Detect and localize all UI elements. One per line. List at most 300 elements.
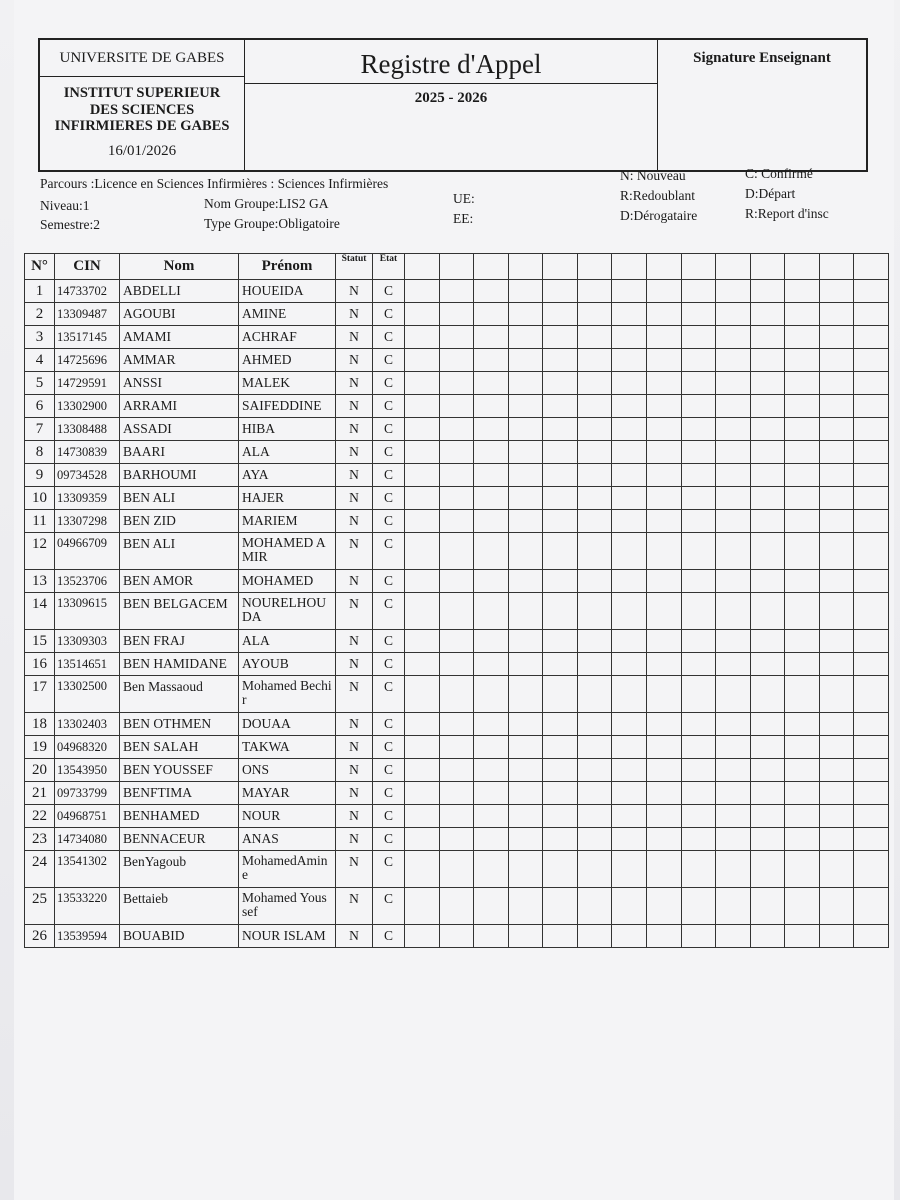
attendance-cell[interactable] xyxy=(508,372,543,395)
attendance-cell[interactable] xyxy=(819,676,854,713)
attendance-cell[interactable] xyxy=(439,828,474,851)
attendance-cell[interactable] xyxy=(508,593,543,630)
attendance-cell[interactable] xyxy=(854,630,889,653)
attendance-cell[interactable] xyxy=(474,570,509,593)
attendance-cell[interactable] xyxy=(439,888,474,925)
attendance-cell[interactable] xyxy=(681,888,716,925)
attendance-cell[interactable] xyxy=(439,372,474,395)
attendance-cell[interactable] xyxy=(439,593,474,630)
attendance-cell[interactable] xyxy=(577,464,612,487)
attendance-cell[interactable] xyxy=(819,372,854,395)
attendance-cell[interactable] xyxy=(750,782,785,805)
attendance-cell[interactable] xyxy=(508,418,543,441)
attendance-cell[interactable] xyxy=(646,713,681,736)
attendance-cell[interactable] xyxy=(750,280,785,303)
attendance-cell[interactable] xyxy=(681,349,716,372)
attendance-cell[interactable] xyxy=(785,805,820,828)
attendance-cell[interactable] xyxy=(577,593,612,630)
attendance-cell[interactable] xyxy=(750,630,785,653)
attendance-cell[interactable] xyxy=(612,464,647,487)
attendance-cell[interactable] xyxy=(474,464,509,487)
attendance-cell[interactable] xyxy=(750,326,785,349)
attendance-cell[interactable] xyxy=(854,418,889,441)
attendance-cell[interactable] xyxy=(543,828,578,851)
attendance-cell[interactable] xyxy=(646,372,681,395)
attendance-cell[interactable] xyxy=(819,533,854,570)
attendance-cell[interactable] xyxy=(819,759,854,782)
attendance-cell[interactable] xyxy=(508,653,543,676)
attendance-cell[interactable] xyxy=(405,303,440,326)
attendance-cell[interactable] xyxy=(508,303,543,326)
attendance-cell[interactable] xyxy=(750,888,785,925)
attendance-cell[interactable] xyxy=(543,303,578,326)
attendance-cell[interactable] xyxy=(405,713,440,736)
attendance-cell[interactable] xyxy=(508,487,543,510)
attendance-cell[interactable] xyxy=(439,395,474,418)
attendance-cell[interactable] xyxy=(612,372,647,395)
attendance-cell[interactable] xyxy=(474,372,509,395)
attendance-cell[interactable] xyxy=(474,533,509,570)
attendance-cell[interactable] xyxy=(716,736,751,759)
attendance-cell[interactable] xyxy=(543,676,578,713)
attendance-cell[interactable] xyxy=(543,888,578,925)
attendance-cell[interactable] xyxy=(405,630,440,653)
attendance-cell[interactable] xyxy=(612,487,647,510)
attendance-cell[interactable] xyxy=(646,395,681,418)
attendance-cell[interactable] xyxy=(474,736,509,759)
attendance-cell[interactable] xyxy=(819,570,854,593)
attendance-cell[interactable] xyxy=(439,487,474,510)
attendance-cell[interactable] xyxy=(646,653,681,676)
attendance-cell[interactable] xyxy=(405,510,440,533)
attendance-cell[interactable] xyxy=(474,395,509,418)
attendance-cell[interactable] xyxy=(750,676,785,713)
attendance-cell[interactable] xyxy=(646,533,681,570)
attendance-cell[interactable] xyxy=(612,280,647,303)
attendance-cell[interactable] xyxy=(681,395,716,418)
attendance-cell[interactable] xyxy=(439,713,474,736)
attendance-cell[interactable] xyxy=(681,280,716,303)
attendance-cell[interactable] xyxy=(474,653,509,676)
attendance-cell[interactable] xyxy=(785,759,820,782)
attendance-cell[interactable] xyxy=(681,782,716,805)
attendance-cell[interactable] xyxy=(819,736,854,759)
attendance-cell[interactable] xyxy=(474,759,509,782)
attendance-cell[interactable] xyxy=(854,828,889,851)
attendance-cell[interactable] xyxy=(439,925,474,948)
attendance-cell[interactable] xyxy=(508,782,543,805)
attendance-cell[interactable] xyxy=(577,303,612,326)
attendance-cell[interactable] xyxy=(750,533,785,570)
attendance-cell[interactable] xyxy=(439,653,474,676)
attendance-cell[interactable] xyxy=(543,593,578,630)
attendance-cell[interactable] xyxy=(474,782,509,805)
attendance-cell[interactable] xyxy=(716,533,751,570)
attendance-cell[interactable] xyxy=(405,418,440,441)
attendance-cell[interactable] xyxy=(716,805,751,828)
attendance-cell[interactable] xyxy=(508,464,543,487)
attendance-cell[interactable] xyxy=(854,713,889,736)
attendance-cell[interactable] xyxy=(474,326,509,349)
attendance-cell[interactable] xyxy=(543,464,578,487)
attendance-cell[interactable] xyxy=(474,510,509,533)
attendance-cell[interactable] xyxy=(474,441,509,464)
attendance-cell[interactable] xyxy=(681,676,716,713)
attendance-cell[interactable] xyxy=(646,510,681,533)
attendance-cell[interactable] xyxy=(716,759,751,782)
attendance-cell[interactable] xyxy=(474,303,509,326)
attendance-cell[interactable] xyxy=(681,372,716,395)
attendance-cell[interactable] xyxy=(646,441,681,464)
attendance-cell[interactable] xyxy=(646,925,681,948)
attendance-cell[interactable] xyxy=(612,851,647,888)
attendance-cell[interactable] xyxy=(612,759,647,782)
attendance-cell[interactable] xyxy=(819,349,854,372)
attendance-cell[interactable] xyxy=(716,925,751,948)
attendance-cell[interactable] xyxy=(543,630,578,653)
attendance-cell[interactable] xyxy=(750,418,785,441)
attendance-cell[interactable] xyxy=(439,280,474,303)
attendance-cell[interactable] xyxy=(681,303,716,326)
attendance-cell[interactable] xyxy=(577,372,612,395)
attendance-cell[interactable] xyxy=(854,805,889,828)
attendance-cell[interactable] xyxy=(439,326,474,349)
attendance-cell[interactable] xyxy=(577,676,612,713)
attendance-cell[interactable] xyxy=(577,630,612,653)
attendance-cell[interactable] xyxy=(681,851,716,888)
attendance-cell[interactable] xyxy=(439,736,474,759)
attendance-cell[interactable] xyxy=(681,593,716,630)
attendance-cell[interactable] xyxy=(474,888,509,925)
attendance-cell[interactable] xyxy=(750,441,785,464)
attendance-cell[interactable] xyxy=(508,759,543,782)
attendance-cell[interactable] xyxy=(785,372,820,395)
attendance-cell[interactable] xyxy=(543,372,578,395)
attendance-cell[interactable] xyxy=(577,441,612,464)
attendance-cell[interactable] xyxy=(716,570,751,593)
attendance-cell[interactable] xyxy=(819,303,854,326)
attendance-cell[interactable] xyxy=(681,510,716,533)
attendance-cell[interactable] xyxy=(854,736,889,759)
attendance-cell[interactable] xyxy=(474,851,509,888)
attendance-cell[interactable] xyxy=(577,349,612,372)
attendance-cell[interactable] xyxy=(577,851,612,888)
attendance-cell[interactable] xyxy=(405,805,440,828)
attendance-cell[interactable] xyxy=(543,805,578,828)
attendance-cell[interactable] xyxy=(681,805,716,828)
attendance-cell[interactable] xyxy=(750,395,785,418)
attendance-cell[interactable] xyxy=(577,782,612,805)
attendance-cell[interactable] xyxy=(508,441,543,464)
attendance-cell[interactable] xyxy=(854,395,889,418)
attendance-cell[interactable] xyxy=(508,805,543,828)
attendance-cell[interactable] xyxy=(716,593,751,630)
attendance-cell[interactable] xyxy=(854,533,889,570)
attendance-cell[interactable] xyxy=(405,653,440,676)
attendance-cell[interactable] xyxy=(543,782,578,805)
attendance-cell[interactable] xyxy=(750,593,785,630)
attendance-cell[interactable] xyxy=(819,925,854,948)
attendance-cell[interactable] xyxy=(439,464,474,487)
attendance-cell[interactable] xyxy=(543,570,578,593)
attendance-cell[interactable] xyxy=(405,441,440,464)
attendance-cell[interactable] xyxy=(612,395,647,418)
attendance-cell[interactable] xyxy=(646,759,681,782)
attendance-cell[interactable] xyxy=(474,630,509,653)
attendance-cell[interactable] xyxy=(819,828,854,851)
attendance-cell[interactable] xyxy=(439,570,474,593)
attendance-cell[interactable] xyxy=(577,418,612,441)
attendance-cell[interactable] xyxy=(646,349,681,372)
attendance-cell[interactable] xyxy=(612,805,647,828)
attendance-cell[interactable] xyxy=(612,888,647,925)
attendance-cell[interactable] xyxy=(474,349,509,372)
attendance-cell[interactable] xyxy=(785,851,820,888)
attendance-cell[interactable] xyxy=(405,925,440,948)
attendance-cell[interactable] xyxy=(716,653,751,676)
attendance-cell[interactable] xyxy=(612,418,647,441)
attendance-cell[interactable] xyxy=(646,570,681,593)
attendance-cell[interactable] xyxy=(750,851,785,888)
attendance-cell[interactable] xyxy=(854,372,889,395)
attendance-cell[interactable] xyxy=(508,630,543,653)
attendance-cell[interactable] xyxy=(750,713,785,736)
attendance-cell[interactable] xyxy=(577,888,612,925)
attendance-cell[interactable] xyxy=(577,805,612,828)
attendance-cell[interactable] xyxy=(750,510,785,533)
attendance-cell[interactable] xyxy=(508,510,543,533)
attendance-cell[interactable] xyxy=(543,395,578,418)
attendance-cell[interactable] xyxy=(508,736,543,759)
attendance-cell[interactable] xyxy=(716,676,751,713)
attendance-cell[interactable] xyxy=(508,676,543,713)
attendance-cell[interactable] xyxy=(681,630,716,653)
attendance-cell[interactable] xyxy=(439,676,474,713)
attendance-cell[interactable] xyxy=(854,441,889,464)
attendance-cell[interactable] xyxy=(750,759,785,782)
attendance-cell[interactable] xyxy=(785,533,820,570)
attendance-cell[interactable] xyxy=(681,828,716,851)
attendance-cell[interactable] xyxy=(750,805,785,828)
attendance-cell[interactable] xyxy=(785,349,820,372)
attendance-cell[interactable] xyxy=(508,828,543,851)
attendance-cell[interactable] xyxy=(543,487,578,510)
attendance-cell[interactable] xyxy=(681,487,716,510)
attendance-cell[interactable] xyxy=(716,349,751,372)
attendance-cell[interactable] xyxy=(543,653,578,676)
attendance-cell[interactable] xyxy=(577,280,612,303)
attendance-cell[interactable] xyxy=(577,759,612,782)
attendance-cell[interactable] xyxy=(716,441,751,464)
attendance-cell[interactable] xyxy=(854,487,889,510)
attendance-cell[interactable] xyxy=(716,372,751,395)
attendance-cell[interactable] xyxy=(543,441,578,464)
attendance-cell[interactable] xyxy=(405,280,440,303)
attendance-cell[interactable] xyxy=(716,303,751,326)
attendance-cell[interactable] xyxy=(508,280,543,303)
attendance-cell[interactable] xyxy=(716,828,751,851)
attendance-cell[interactable] xyxy=(508,570,543,593)
attendance-cell[interactable] xyxy=(854,570,889,593)
attendance-cell[interactable] xyxy=(612,782,647,805)
attendance-cell[interactable] xyxy=(854,326,889,349)
attendance-cell[interactable] xyxy=(474,805,509,828)
attendance-cell[interactable] xyxy=(543,533,578,570)
attendance-cell[interactable] xyxy=(854,593,889,630)
attendance-cell[interactable] xyxy=(681,759,716,782)
attendance-cell[interactable] xyxy=(405,464,440,487)
attendance-cell[interactable] xyxy=(854,303,889,326)
attendance-cell[interactable] xyxy=(681,713,716,736)
attendance-cell[interactable] xyxy=(819,326,854,349)
attendance-cell[interactable] xyxy=(750,464,785,487)
attendance-cell[interactable] xyxy=(543,510,578,533)
attendance-cell[interactable] xyxy=(405,533,440,570)
attendance-cell[interactable] xyxy=(405,736,440,759)
attendance-cell[interactable] xyxy=(785,653,820,676)
attendance-cell[interactable] xyxy=(646,303,681,326)
attendance-cell[interactable] xyxy=(543,280,578,303)
attendance-cell[interactable] xyxy=(854,759,889,782)
attendance-cell[interactable] xyxy=(405,395,440,418)
attendance-cell[interactable] xyxy=(716,326,751,349)
attendance-cell[interactable] xyxy=(646,782,681,805)
attendance-cell[interactable] xyxy=(646,630,681,653)
attendance-cell[interactable] xyxy=(439,759,474,782)
attendance-cell[interactable] xyxy=(785,925,820,948)
attendance-cell[interactable] xyxy=(577,713,612,736)
attendance-cell[interactable] xyxy=(819,782,854,805)
attendance-cell[interactable] xyxy=(612,736,647,759)
attendance-cell[interactable] xyxy=(819,464,854,487)
attendance-cell[interactable] xyxy=(854,782,889,805)
attendance-cell[interactable] xyxy=(785,418,820,441)
attendance-cell[interactable] xyxy=(543,736,578,759)
attendance-cell[interactable] xyxy=(785,828,820,851)
attendance-cell[interactable] xyxy=(543,851,578,888)
attendance-cell[interactable] xyxy=(612,653,647,676)
attendance-cell[interactable] xyxy=(646,828,681,851)
attendance-cell[interactable] xyxy=(612,925,647,948)
attendance-cell[interactable] xyxy=(716,487,751,510)
attendance-cell[interactable] xyxy=(474,676,509,713)
attendance-cell[interactable] xyxy=(577,653,612,676)
attendance-cell[interactable] xyxy=(854,280,889,303)
attendance-cell[interactable] xyxy=(819,487,854,510)
attendance-cell[interactable] xyxy=(474,418,509,441)
attendance-cell[interactable] xyxy=(681,418,716,441)
attendance-cell[interactable] xyxy=(439,533,474,570)
attendance-cell[interactable] xyxy=(474,487,509,510)
attendance-cell[interactable] xyxy=(405,888,440,925)
attendance-cell[interactable] xyxy=(474,593,509,630)
attendance-cell[interactable] xyxy=(474,280,509,303)
attendance-cell[interactable] xyxy=(716,280,751,303)
attendance-cell[interactable] xyxy=(439,441,474,464)
attendance-cell[interactable] xyxy=(716,395,751,418)
attendance-cell[interactable] xyxy=(785,630,820,653)
attendance-cell[interactable] xyxy=(716,713,751,736)
attendance-cell[interactable] xyxy=(819,418,854,441)
attendance-cell[interactable] xyxy=(681,736,716,759)
attendance-cell[interactable] xyxy=(543,326,578,349)
attendance-cell[interactable] xyxy=(785,676,820,713)
attendance-cell[interactable] xyxy=(716,888,751,925)
attendance-cell[interactable] xyxy=(474,713,509,736)
attendance-cell[interactable] xyxy=(577,395,612,418)
attendance-cell[interactable] xyxy=(785,441,820,464)
attendance-cell[interactable] xyxy=(612,828,647,851)
attendance-cell[interactable] xyxy=(577,570,612,593)
attendance-cell[interactable] xyxy=(508,851,543,888)
attendance-cell[interactable] xyxy=(785,303,820,326)
attendance-cell[interactable] xyxy=(508,713,543,736)
attendance-cell[interactable] xyxy=(508,533,543,570)
attendance-cell[interactable] xyxy=(439,630,474,653)
attendance-cell[interactable] xyxy=(854,676,889,713)
attendance-cell[interactable] xyxy=(646,676,681,713)
attendance-cell[interactable] xyxy=(646,280,681,303)
attendance-cell[interactable] xyxy=(405,570,440,593)
attendance-cell[interactable] xyxy=(854,851,889,888)
attendance-cell[interactable] xyxy=(405,372,440,395)
attendance-cell[interactable] xyxy=(646,851,681,888)
attendance-cell[interactable] xyxy=(577,326,612,349)
attendance-cell[interactable] xyxy=(854,510,889,533)
attendance-cell[interactable] xyxy=(716,851,751,888)
attendance-cell[interactable] xyxy=(819,395,854,418)
attendance-cell[interactable] xyxy=(785,395,820,418)
attendance-cell[interactable] xyxy=(439,851,474,888)
attendance-cell[interactable] xyxy=(439,510,474,533)
attendance-cell[interactable] xyxy=(785,464,820,487)
attendance-cell[interactable] xyxy=(405,593,440,630)
attendance-cell[interactable] xyxy=(612,593,647,630)
attendance-cell[interactable] xyxy=(508,326,543,349)
attendance-cell[interactable] xyxy=(577,828,612,851)
attendance-cell[interactable] xyxy=(646,888,681,925)
attendance-cell[interactable] xyxy=(439,303,474,326)
attendance-cell[interactable] xyxy=(785,510,820,533)
attendance-cell[interactable] xyxy=(612,326,647,349)
attendance-cell[interactable] xyxy=(439,418,474,441)
attendance-cell[interactable] xyxy=(577,510,612,533)
attendance-cell[interactable] xyxy=(474,828,509,851)
attendance-cell[interactable] xyxy=(543,925,578,948)
attendance-cell[interactable] xyxy=(819,713,854,736)
attendance-cell[interactable] xyxy=(612,441,647,464)
attendance-cell[interactable] xyxy=(819,630,854,653)
attendance-cell[interactable] xyxy=(577,487,612,510)
attendance-cell[interactable] xyxy=(681,533,716,570)
attendance-cell[interactable] xyxy=(785,888,820,925)
attendance-cell[interactable] xyxy=(646,464,681,487)
attendance-cell[interactable] xyxy=(819,441,854,464)
attendance-cell[interactable] xyxy=(612,533,647,570)
attendance-cell[interactable] xyxy=(646,487,681,510)
attendance-cell[interactable] xyxy=(681,570,716,593)
attendance-cell[interactable] xyxy=(854,888,889,925)
attendance-cell[interactable] xyxy=(750,303,785,326)
attendance-cell[interactable] xyxy=(681,464,716,487)
attendance-cell[interactable] xyxy=(405,828,440,851)
attendance-cell[interactable] xyxy=(819,851,854,888)
attendance-cell[interactable] xyxy=(716,630,751,653)
attendance-cell[interactable] xyxy=(612,570,647,593)
attendance-cell[interactable] xyxy=(474,925,509,948)
attendance-cell[interactable] xyxy=(405,349,440,372)
attendance-cell[interactable] xyxy=(646,736,681,759)
